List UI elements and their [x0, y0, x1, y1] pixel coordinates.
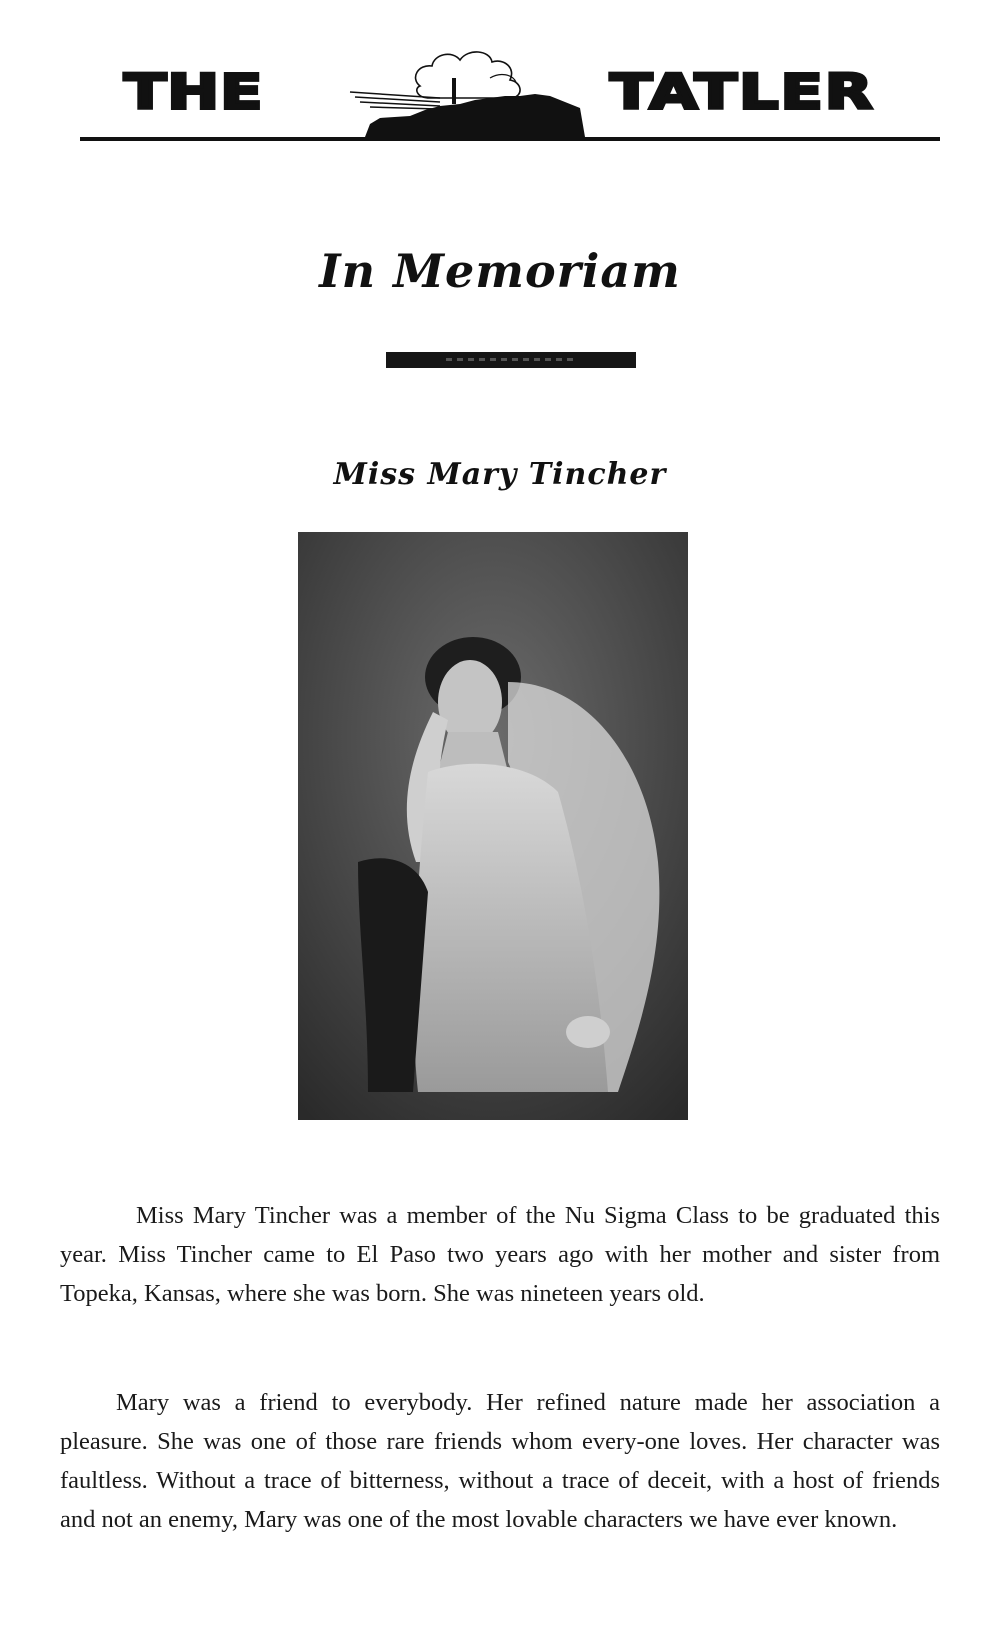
masthead	[80, 38, 940, 150]
divider-bar	[386, 352, 636, 368]
portrait-photo	[298, 532, 688, 1120]
masthead-word-tatler: TATLER	[610, 63, 875, 121]
paragraph-1: Miss Mary Tincher was a member of the Nu Sigma Class to be graduated this year. Miss Tincher came to El Paso two years ago with her mother and sister from Topeka, Kansas, where she was born. She was nineteen years old.	[60, 1202, 940, 1307]
page-title: In Memoriam	[319, 243, 681, 298]
masthead-word-the: THE	[124, 63, 264, 121]
paragraph-2: Mary was a friend to everybody. Her refined nature made her association a pleasure. She was one of those rare friends whom every-one loves. Her character was faultless. Without a trace of bitterness, without a trace of deceit, with a host of friends and not an enemy, Mary was one of the most lovable characters we have ever known.	[60, 1389, 940, 1533]
subject-name: Miss Mary Tincher	[333, 456, 667, 492]
portrait-photo-icon	[298, 532, 688, 1120]
